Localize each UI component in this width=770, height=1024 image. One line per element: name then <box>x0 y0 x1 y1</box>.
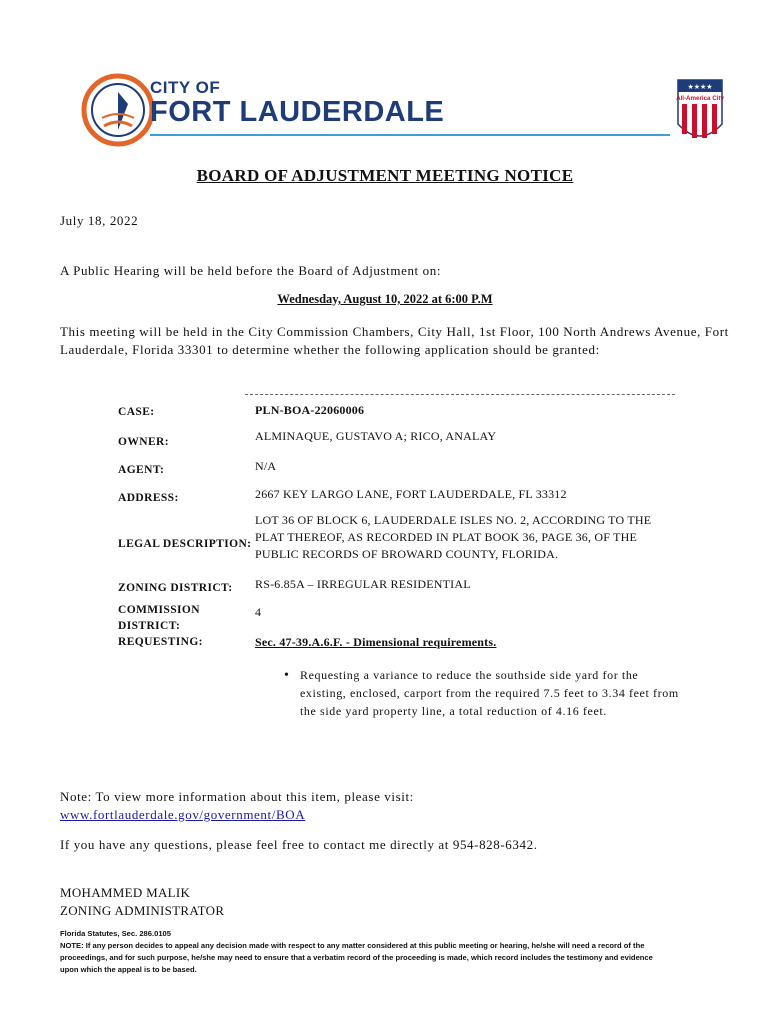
signature-block <box>60 884 224 920</box>
city-seal-logo <box>78 70 158 150</box>
agent-value: N/A <box>255 459 277 473</box>
statute-heading: Florida Statutes, Sec. 286.0105 <box>60 929 172 938</box>
note-text: Note: To view more information about this item, please visit: <box>60 789 414 804</box>
requesting-value: Sec. 47-39.A.6.F. - Dimensional requirements. <box>255 635 497 649</box>
header-divider <box>150 134 670 136</box>
boa-link[interactable]: www.fortlauderdale.gov/government/BOA <box>60 807 306 822</box>
city-of-text: CITY OF <box>150 78 221 97</box>
bullet-icon: • <box>284 668 289 683</box>
agent-label: AGENT: <box>118 464 165 476</box>
case-label: CASE: <box>118 406 155 418</box>
requesting-label: REQUESTING: <box>118 636 203 648</box>
details-divider <box>245 394 675 395</box>
address-value: 2667 KEY LARGO LANE, FORT LAUDERDALE, FL 33312 <box>255 487 567 501</box>
notice-date: July 18, 2022 <box>60 213 139 228</box>
zoning-district-label: ZONING DISTRICT: <box>118 582 233 594</box>
commission-label-line1: COMMISSION <box>118 604 200 616</box>
svg-text:★★★★: ★★★★ <box>687 83 713 91</box>
signatory-name: MOHAMMED MALIK <box>60 885 191 900</box>
signatory-title: ZONING ADMINISTRATOR <box>60 903 225 918</box>
legal-description-value: LOT 36 OF BLOCK 6, LAUDERDALE ISLES NO. 2, ACCORDING TO THE PLAT THEREOF, AS RECORDED IN PLAT BOOK 36, PAGE 36, OF THE PUBLIC RECORDS OF BROWARD COUNTY, FLORIDA. <box>255 513 652 561</box>
case-value: PLN-BOA-22060006 <box>255 403 365 417</box>
contact-text: If you have any questions, please feel free to contact me directly at 954-828-6342. <box>60 837 538 852</box>
badge-text: All-America City <box>676 95 724 102</box>
note-block <box>60 788 414 824</box>
city-name-text: FORT LAUDERDALE <box>150 96 445 128</box>
intro-text: A Public Hearing will be held before the Board of Adjustment on: <box>60 263 442 278</box>
statute-block <box>60 928 660 976</box>
request-description: Requesting a variance to reduce the southside side yard for the existing, enclosed, carport from the required 7.5 feet to 3.34 feet from the side yard property line, a total reduction of 4.16 feet. <box>300 668 679 718</box>
notice-title: BOARD OF ADJUSTMENT MEETING NOTICE <box>196 166 574 185</box>
legal-description-label: LEGAL DESCRIPTION: <box>118 538 252 550</box>
commission-district-value: 4 <box>255 605 262 619</box>
owner-label: OWNER: <box>118 436 169 448</box>
statute-text: NOTE: If any person decides to appeal any decision made with respect to any matter considered at this public meeting or hearing, he/she will need a record of the proceedings, and for such purpose, he/she may need to ensure that a verbatim record of the proceeding is made, which record includes the testimony and evidence upon which the appeal is to be based. <box>60 941 653 974</box>
location-text: This meeting will be held in the City Commission Chambers, City Hall, 1st Floor, 100 North Andrews Avenue, Fort Lauderdale, Florida 33301 to determine whether the following application should be granted: <box>60 324 729 357</box>
commission-label-line2: DISTRICT: <box>118 620 181 632</box>
all-america-city-badge-icon <box>676 78 724 148</box>
meeting-datetime: Wednesday, August 10, 2022 at 6:00 P.M <box>277 292 493 306</box>
owner-value: ALMINAQUE, GUSTAVO A; RICO, ANALAY <box>255 429 497 443</box>
address-label: ADDRESS: <box>118 492 179 504</box>
zoning-district-value: RS-6.85A – IRREGULAR RESIDENTIAL <box>255 577 471 591</box>
